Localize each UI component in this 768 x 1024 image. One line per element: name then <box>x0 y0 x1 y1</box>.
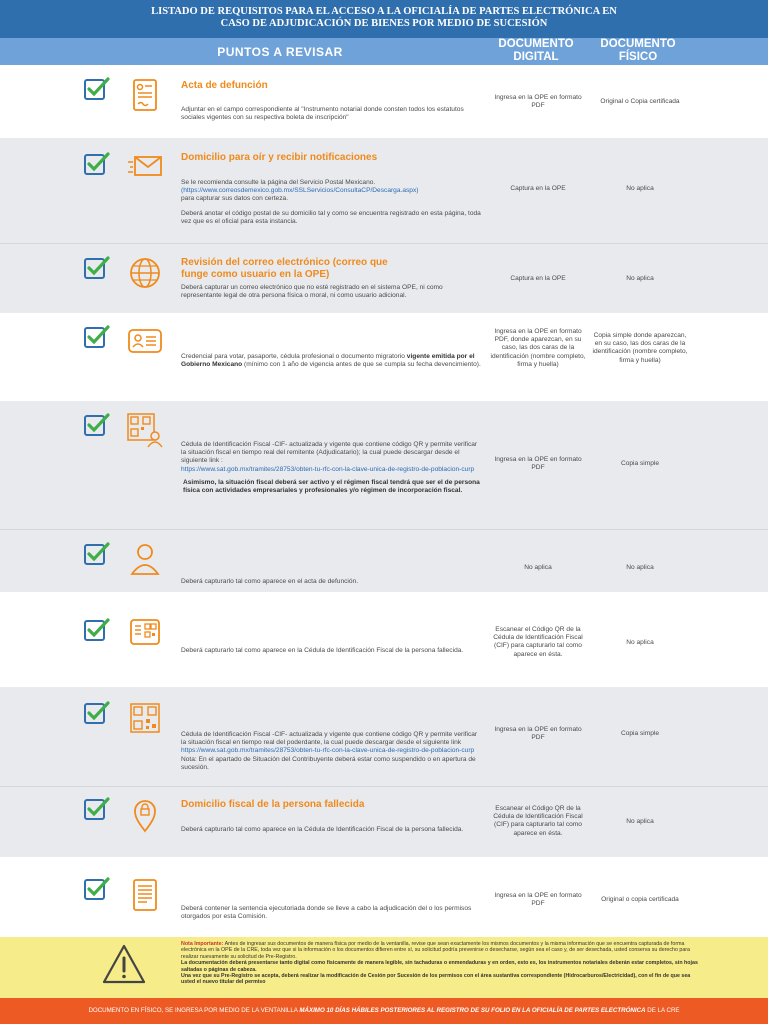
row-text-line: Cédula de Identificación Fiscal -CIF- actualizada y vigente que contiene código QR y permite verificar la situación fiscal en tiempo real del poderdante, la cual puede descargar desde el siguiente link <box>181 731 478 747</box>
row-title: Domicilio fiscal de la persona fallecida <box>181 799 365 810</box>
note-paragraph-1 <box>181 941 703 960</box>
row-fisico: No aplica <box>626 275 654 282</box>
row-digital: Captura en la OPE <box>510 185 566 192</box>
globe-icon <box>127 255 163 291</box>
sat-link[interactable]: https://www.sat.gob.mx/tramites/28753/obten-tu-rfc-con-la-clave-unica-de-registro-de-poblacion-curp <box>181 465 475 473</box>
row-title-line1: Revisión del correo electrónico (correo que <box>181 257 388 268</box>
qr-code-icon <box>127 700 163 736</box>
row-fisico: Copia simple <box>620 730 660 737</box>
row-text-bold: vigente emitida por el Gobierno Mexicano <box>181 353 475 369</box>
note-p2: La documentación deberá presentarse tanto digital como físicamente de manera legible, sin tachaduras o enmendaduras y en orden, esto es, los instrumentos notariales deberán estar completos, sin hojas saltadas o páginas de cabeza. <box>181 960 698 973</box>
note-p3: Una vez que su Pre-Registro se acepta, deberá realizar la modificación de Cesión por Sucesión de los permisos con el área sustantiva correspondiente (Hidrocarburos/Electricidad), con el fin de que sea usted el nuevo titular del permiso <box>181 973 691 986</box>
title-line-2: CASO DE ADJUDICACIÓN DE BIENES POR MEDIO DE SUCESIÓN <box>220 18 548 29</box>
table-row <box>0 529 768 592</box>
row-text: Deberá capturarlo tal como aparece en la Cédula de Identificación Fiscal de la persona fallecida. <box>181 826 464 833</box>
row-text-line: Cédula de Identificación Fiscal -CIF- actualizada y vigente que contiene código QR y permite verificar la situación fiscal en tiempo real del remitente (Adjudicatario); la cual puede descargar desde el siguiente link : <box>181 441 478 465</box>
header-fisico-line1: DOCUMENTO <box>600 38 676 50</box>
checkbox-icon <box>84 77 110 101</box>
header-digital <box>488 38 584 64</box>
checkbox-icon <box>84 701 110 725</box>
row-fisico: No aplica <box>626 185 654 192</box>
checkbox-icon <box>84 797 110 821</box>
row-digital: Ingresa en la OPE en formato PDF <box>494 892 582 908</box>
row-text <box>181 179 483 226</box>
row-text-pre: Credencial para votar, pasaporte, cédula profesional o documento migratorio <box>181 353 407 360</box>
footer-pre: DOCUMENTO EN FÍSICO, SE INGRESA POR MEDIO DE LA VENTANILLA <box>88 1007 300 1014</box>
row-text <box>181 731 483 772</box>
document-icon <box>127 77 163 113</box>
row-text: Deberá capturarlo tal como aparece en el acta de defunción. <box>181 578 359 585</box>
checkbox-icon <box>84 325 110 349</box>
header-points: PUNTOS A REVISAR <box>217 45 343 59</box>
page-title <box>0 0 768 38</box>
row-text: Deberá capturar un correo electrónico que no esté registrado en el sistema OPE, ni como representante legal de otra persona física o moral, ni como usuario adicional. <box>181 284 443 300</box>
footer-bold: MÁXIMO 10 DÍAS HÁBILES POSTERIORES AL REGISTRO DE SU FOLIO EN LA OFICIALÍA DE PARTES ELECTRÓNICA <box>299 1007 646 1014</box>
document-lines-icon <box>127 877 163 913</box>
row-text <box>181 353 483 369</box>
table-row <box>0 313 768 401</box>
checkbox-icon <box>84 877 110 901</box>
row-text-line: Nota: En el apartado de Situación del Contribuyente deberá estar como suspendido o en apertura de sucesión. <box>181 755 476 771</box>
title-line-1: LISTADO DE REQUISITOS PARA EL ACCESO A LA OFICIALÍA DE PARTES ELECTRÓNICA EN <box>151 6 617 17</box>
table-row <box>0 592 768 687</box>
row-text-line: para capturar sus datos con certeza. <box>181 195 289 203</box>
sat-link[interactable]: https://www.sat.gob.mx/tramites/28753/obten-tu-rfc-con-la-clave-unica-de-registro-de-poblacion-curp <box>181 747 475 755</box>
row-text-bold: Asimismo, la situación fiscal deberá ser activo y el régimen fiscal tendrá que ser el de persona física con actividades empresariales y profesionales y/o régimen de incorporación fiscal. <box>183 478 480 495</box>
envelope-icon <box>127 148 163 184</box>
row-digital: No aplica <box>524 564 552 571</box>
row-text: Deberá capturarlo tal como aparece en la Cédula de Identificación Fiscal de la persona fallecida. <box>181 647 464 654</box>
row-text: Deberá contener la sentencia ejecutoriada donde se lleve a cabo la adjudicación del o los permisos otorgados por esta Comisión. <box>181 905 472 921</box>
person-icon <box>127 541 163 577</box>
warning-icon <box>101 943 147 985</box>
checkbox-icon <box>84 413 110 437</box>
row-fisico: No aplica <box>626 639 654 646</box>
qr-person-icon <box>127 412 163 448</box>
id-card-icon <box>127 323 163 359</box>
header-fisico <box>590 38 686 64</box>
row-title: Domicilio para oír y recibir notificaciones <box>181 152 378 163</box>
table-header <box>0 38 768 65</box>
checkbox-icon <box>84 256 110 280</box>
row-text <box>181 441 483 495</box>
note-p1: Antes de ingresar sus documentos de manera física por medio de la ventanilla, revise que sean exactamente los mismos documentos y la misma información que se encuentra capturada de forma electrónica en la OPE de la CRE, toda vez que si la información o los documentos difieren entre sí, su solicitud podría prevenirse o desecharse, según sea el caso y, de ser desechada, usted conserva su derecho para realizar nuevamente su solicitud de Pre-Registro. <box>181 941 690 960</box>
row-fisico: Original o Copia certificada <box>600 98 680 105</box>
header-digital-line1: DOCUMENTO <box>498 38 574 50</box>
row-title <box>181 257 481 281</box>
footer-banner <box>0 998 768 1024</box>
note-text <box>181 941 703 986</box>
location-pin-icon <box>127 797 163 833</box>
note-label: Nota Importante: <box>181 941 224 947</box>
header-fisico-line2: FÍSICO <box>618 51 658 63</box>
table-row <box>0 786 768 857</box>
table-row <box>0 138 768 243</box>
row-text-line: Se le recomienda consulte la página del Servicio Postal Mexicano. <box>181 179 376 186</box>
row-title: Acta de defunción <box>181 80 268 91</box>
row-title-line2: funge como usuario en la OPE) <box>181 269 330 280</box>
row-digital: Ingresa en la OPE en formato PDF <box>494 456 582 472</box>
checkbox-icon <box>84 152 110 176</box>
row-digital: Ingresa en la OPE en formato PDF <box>494 94 582 110</box>
table-row <box>0 401 768 529</box>
row-fisico: Copia simple <box>620 460 660 467</box>
row-digital: Ingresa en la OPE en formato PDF <box>494 726 582 742</box>
row-text-post: (mínimo con 1 año de vigencia antes de que se cumpla su fecha devencimiento). <box>242 361 481 369</box>
row-digital: Ingresa en la OPE en formato PDF, donde aparezcan, en su caso, las dos caras de la identificación (nombre completo, firma y huella) <box>490 328 586 368</box>
table-row <box>0 687 768 786</box>
row-digital: Escanear el Código QR de la Cédula de Identificación Fiscal (CIF) para capturarlo tal como aparece en ésta. <box>493 626 583 658</box>
footer-post: DE LA CRE <box>645 1007 680 1014</box>
row-text: Adjuntar en el campo correspondiente al "Instrumento notarial donde consten todos los estatutos sociales vigentes con su respectiva boleta de inscripción" <box>181 106 464 122</box>
checkbox-icon <box>84 618 110 642</box>
table-row <box>0 243 768 313</box>
important-note <box>0 937 768 998</box>
checkbox-icon <box>84 542 110 566</box>
row-fisico: No aplica <box>626 564 654 571</box>
row-digital: Escanear el Código QR de la Cédula de Identificación Fiscal (CIF) para capturarlo tal como aparece en ésta. <box>493 805 583 837</box>
row-fisico: Original o copia certificada <box>601 896 679 903</box>
qr-card-icon <box>127 616 163 652</box>
row-text-line: Deberá anotar el código postal de su domicilio tal y como se encuentra registrado en esta página, toda vez que es el oficial para esta instancia. <box>181 209 481 225</box>
row-fisico: Copia simple donde aparezcan, en su caso, las dos caras de la identificación (nombre completo, firma y huella) <box>592 332 688 364</box>
header-digital-line2: DIGITAL <box>513 51 559 63</box>
postal-link[interactable]: (https://www.correosdemexico.gob.mx/SSLServicios/ConsultaCP/Descarga.aspx) <box>181 187 419 195</box>
row-digital: Captura en la OPE <box>510 275 566 282</box>
table-row <box>0 857 768 937</box>
row-fisico: No aplica <box>626 818 654 825</box>
table-row <box>0 65 768 138</box>
